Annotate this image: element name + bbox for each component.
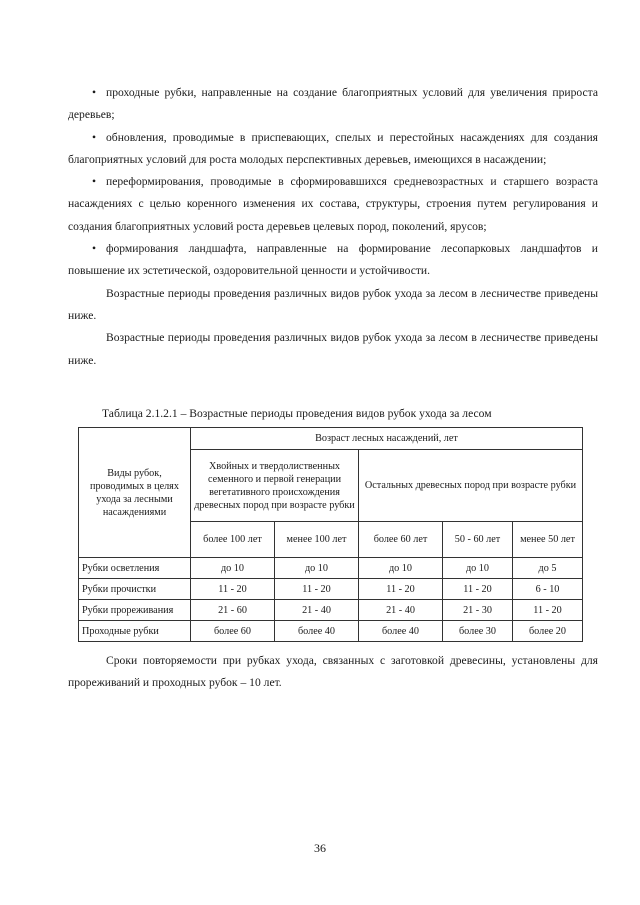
top-header-cell: Возраст лесных насаждений, лет [191,428,583,450]
bullet-text: проходные рубки, направленные на создание благоприятных условий для увеличения прироста деревьев; [68,86,598,122]
table-cell: более 40 [359,621,443,642]
group-header-conifer: Хвойных и твердолиственных семенного и первой генерации вегетативного происхождения древесных пород при возрасте рубки [191,450,359,522]
bullet-text: обновления, проводимые в приспевающих, спелых и перестойных насаждениях для создания благоприятных условий для роста молодых перспективных деревьев, имеющихся в насаждении; [68,130,598,166]
bullet-icon: • [92,130,97,144]
bullet-icon: • [92,175,97,189]
table-cell: 11 - 20 [359,579,443,600]
table-cell: 6 - 10 [513,579,583,600]
row-label: Проходные рубки [79,621,191,642]
paragraph: Возрастные периоды проведения различных видов рубок ухода за лесом в лесничестве приведены ниже. [68,331,598,367]
table-cell: 21 - 30 [443,600,513,621]
table-cell: до 10 [191,558,275,579]
age-periods-table [78,427,583,642]
table-cell: 11 - 20 [443,579,513,600]
table-cell: 21 - 40 [359,600,443,621]
bullet-text: формирования ландшафта, направленные на формирование лесопарковых ландшафтов и повышение их эстетической, оздоровительной ценности и устойчивости. [68,242,598,278]
bullet-item [68,238,598,283]
bullet-text: переформирования, проводимые в сформировавшихся средневозрастных и старшего возраста насаждениях с целью коренного изменения их состава, структуры, строения путем регулирования и создания благоприятных условий роста деревьев целевых пород, поколений, ярусов; [68,175,598,233]
table-row [79,579,583,600]
group-header-other: Остальных древесных пород при возрасте рубки [359,450,583,522]
column-header: менее 50 лет [513,522,583,558]
table-cell: 11 - 20 [191,579,275,600]
table-cell: более 30 [443,621,513,642]
table-row [79,621,583,642]
bullet-item [68,127,598,172]
paragraph: Возрастные периоды проведения различных видов рубок ухода за лесом в лесничестве приведены ниже. [68,286,598,322]
closing-text [68,650,598,695]
column-header: 50 - 60 лет [443,522,513,558]
table-cell: более 20 [513,621,583,642]
column-header: более 60 лет [359,522,443,558]
table-row [79,600,583,621]
body-text [68,82,598,372]
row-label: Рубки прочистки [79,579,191,600]
bullet-icon: • [92,86,97,99]
table-cell: 21 - 60 [191,600,275,621]
column-header: менее 100 лет [275,522,359,558]
table-cell: до 10 [443,558,513,579]
table-cell: более 40 [275,621,359,642]
bullet-item [68,82,598,127]
table-cell: 21 - 40 [275,600,359,621]
row-label: Рубки осветления [79,558,191,579]
row-header-cell: Виды рубок, проводимых в целях ухода за лесными насаждениями [79,428,191,558]
table-cell: более 60 [191,621,275,642]
table-row [79,558,583,579]
table-cell: 11 - 20 [513,600,583,621]
bullet-item [68,171,598,238]
paragraph: Сроки повторяемости при рубках ухода, связанных с заготовкой древесины, установлены для прореживаний и проходных рубок – 10 лет. [68,654,598,690]
table-caption: Таблица 2.1.2.1 – Возрастные периоды проведения видов рубок ухода за лесом [102,407,492,420]
table-cell: до 5 [513,558,583,579]
bullet-icon: • [92,242,97,256]
table-cell: до 10 [275,558,359,579]
page-number: 36 [314,841,326,855]
column-header: более 100 лет [191,522,275,558]
row-label: Рубки прореживания [79,600,191,621]
table-cell: до 10 [359,558,443,579]
table-cell: 11 - 20 [275,579,359,600]
